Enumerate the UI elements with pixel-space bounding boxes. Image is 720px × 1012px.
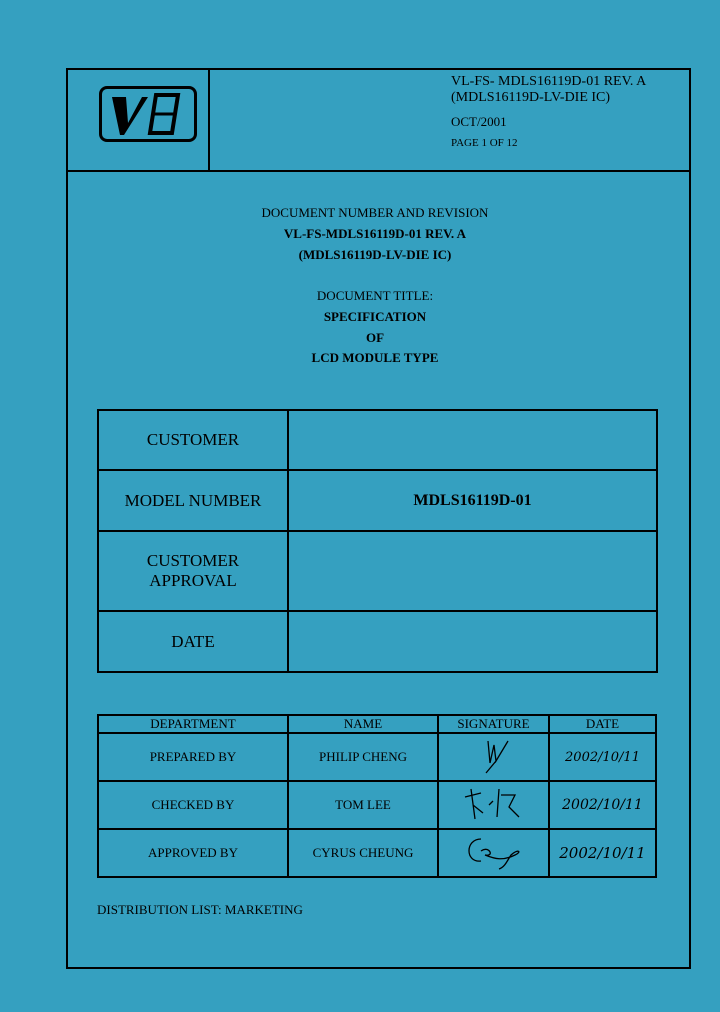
date: 2002/10/11 xyxy=(549,781,656,829)
header-name: NAME xyxy=(288,715,438,733)
distribution-list: DISTRIBUTION LIST: MARKETING xyxy=(97,902,303,917)
label-model-number: MODEL NUMBER xyxy=(98,470,288,531)
doc-number-heading: DOCUMENT NUMBER AND REVISION xyxy=(261,205,489,220)
doc-number-sub: (MDLS16119D-LV-DIE IC) xyxy=(298,247,452,262)
date-value xyxy=(288,611,657,672)
customer-approval-value xyxy=(288,531,657,611)
table-row xyxy=(98,781,656,829)
header-signature: SIGNATURE xyxy=(438,715,549,733)
header-date: DATE xyxy=(549,715,656,733)
customer-table xyxy=(97,409,658,673)
name: PHILIP CHENG xyxy=(288,733,438,781)
signoff-table xyxy=(97,714,657,878)
signature xyxy=(438,829,549,877)
label-customer-approval: CUSTOMER APPROVAL xyxy=(98,531,288,611)
company-logo xyxy=(99,86,197,142)
doc-title-line3: LCD MODULE TYPE xyxy=(311,350,439,365)
header-vertical-divider xyxy=(208,68,210,171)
table-row xyxy=(98,829,656,877)
department: APPROVED BY xyxy=(98,829,288,877)
label-date: DATE xyxy=(98,611,288,672)
logo-mark-icon xyxy=(102,89,194,139)
doc-title-line2: OF xyxy=(365,330,385,345)
doc-date: OCT/2001 xyxy=(451,114,507,129)
label-customer: CUSTOMER xyxy=(98,410,288,470)
name: TOM LEE xyxy=(288,781,438,829)
customer-value xyxy=(288,410,657,470)
model-number-value: MDLS16119D-01 xyxy=(288,470,657,531)
doc-number: VL-FS-MDLS16119D-01 REV. A xyxy=(283,226,467,241)
table-row xyxy=(98,733,656,781)
header-divider xyxy=(66,170,689,172)
date: 2002/10/11 xyxy=(549,733,656,781)
name: CYRUS CHEUNG xyxy=(288,829,438,877)
signature-scribble-icon xyxy=(459,783,529,823)
date: 2002/10/11 xyxy=(549,829,656,877)
page-number: PAGE 1 OF 12 xyxy=(451,137,518,149)
department: CHECKED BY xyxy=(98,781,288,829)
department: PREPARED BY xyxy=(98,733,288,781)
signature xyxy=(438,733,549,781)
signature-scribble-icon xyxy=(459,831,529,871)
doc-ref-sub: (MDLS16119D-LV-DIE IC) xyxy=(451,90,611,105)
header-department: DEPARTMENT xyxy=(98,715,288,733)
signature xyxy=(438,781,549,829)
signature-scribble-icon xyxy=(474,735,514,775)
doc-title-line1: SPECIFICATION xyxy=(323,309,427,324)
doc-ref: VL-FS- MDLS16119D-01 REV. A xyxy=(451,74,647,89)
doc-title-heading: DOCUMENT TITLE: xyxy=(316,288,434,303)
